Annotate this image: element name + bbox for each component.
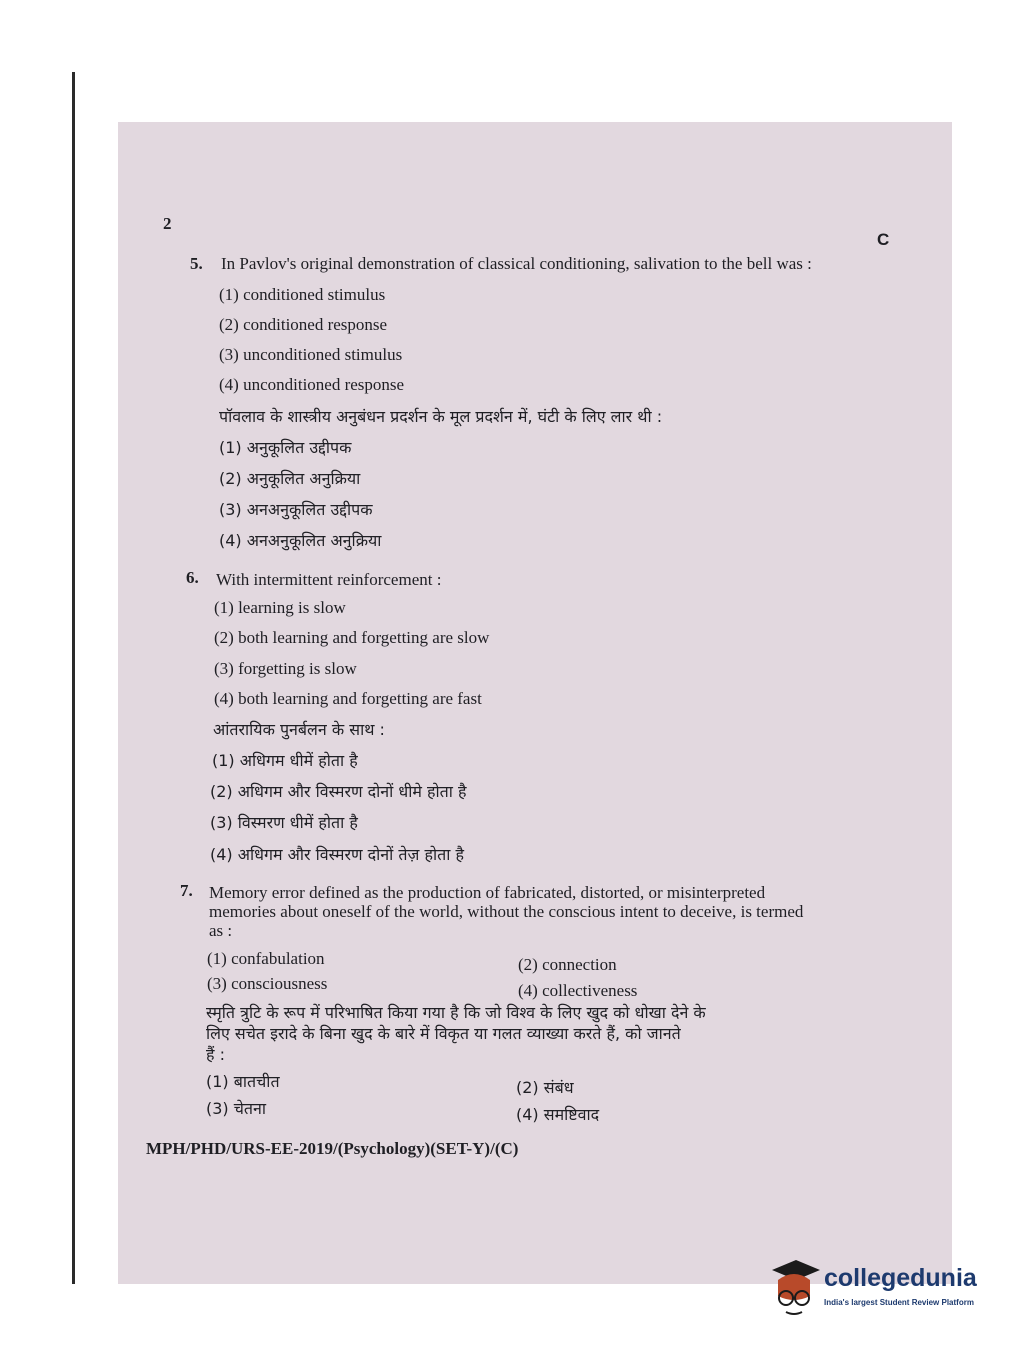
option-en: (4) collectiveness (518, 981, 638, 1000)
option-en: (3) unconditioned stimulus (219, 345, 403, 364)
option-en: (1) conditioned stimulus (219, 285, 386, 304)
option-hi: (1) अनुकूलित उद्दीपक (219, 438, 352, 457)
option-hi: (4) अधिगम और विस्मरण दोनों तेज़ होता है (210, 845, 464, 864)
option-hi: (4) अनअनुकूलित अनुक्रिया (219, 531, 382, 550)
option-en: (1) confabulation (207, 949, 325, 968)
question-number: 5. (190, 254, 203, 273)
option-en: (3) consciousness (207, 974, 328, 993)
question-text-en: as : (209, 921, 233, 940)
brand-name: collegedunia (824, 1264, 977, 1292)
question-text-hi: स्मृति त्रुटि के रूप में परिभाषित किया गया है कि जो विश्व के लिए खुद को धोखा देने के (206, 1003, 706, 1022)
set-code: C (877, 230, 890, 249)
option-hi: (4) समष्टिवाद (516, 1105, 600, 1124)
option-hi: (3) विस्मरण धीमें होता है (210, 813, 358, 832)
question-number: 7. (180, 881, 193, 900)
exam-code-footer: MPH/PHD/URS-EE-2019/(Psychology)(SET-Y)/(C) (146, 1139, 519, 1158)
option-en: (2) connection (518, 955, 617, 974)
option-en: (4) unconditioned response (219, 375, 405, 394)
option-en: (2) both learning and forgetting are slow (214, 628, 490, 647)
question-number: 6. (186, 568, 199, 587)
question-text-en: In Pavlov's original demonstration of classical conditioning, salivation to the bell was : (221, 254, 812, 273)
option-hi: (1) बातचीत (206, 1072, 280, 1091)
option-hi: (2) संबंध (516, 1078, 574, 1097)
question-text-en: memories about oneself of the world, without the conscious intent to deceive, is termed (209, 902, 804, 921)
question-text-hi: पॉवलाव के शास्त्रीय अनुबंधन प्रदर्शन के मूल प्रदर्शन में, घंटी के लिए लार थी : (219, 407, 663, 426)
option-hi: (3) चेतना (206, 1099, 267, 1118)
scan-edge (72, 72, 75, 1284)
page-number: 2 (163, 214, 172, 233)
collegedunia-watermark (766, 1258, 996, 1328)
option-en: (2) conditioned response (219, 315, 388, 334)
option-en: (1) learning is slow (214, 598, 346, 617)
question-text-hi: आंतरायिक पुनर्बलन के साथ : (213, 720, 385, 739)
option-en: (3) forgetting is slow (214, 659, 357, 678)
option-hi: (3) अनअनुकूलित उद्दीपक (219, 500, 373, 519)
question-text-hi: लिए सचेत इरादे के बिना खुद के बारे में विकृत या गलत व्याख्या करते हैं, को जानते (206, 1024, 681, 1043)
question-text-en: With intermittent reinforcement : (216, 570, 442, 589)
option-hi: (1) अधिगम धीमें होता है (212, 751, 358, 770)
mascot-icon (766, 1258, 822, 1324)
option-hi: (2) अनुकूलित अनुक्रिया (219, 469, 361, 488)
question-text-hi: हैं : (206, 1045, 225, 1064)
brand-tagline: India's largest Student Review Platform (824, 1298, 974, 1307)
option-en: (4) both learning and forgetting are fast (214, 689, 482, 708)
question-text-en: Memory error defined as the production of fabricated, distorted, or misinterpreted (209, 883, 766, 902)
option-hi: (2) अधिगम और विस्मरण दोनों धीमे होता है (210, 782, 467, 801)
